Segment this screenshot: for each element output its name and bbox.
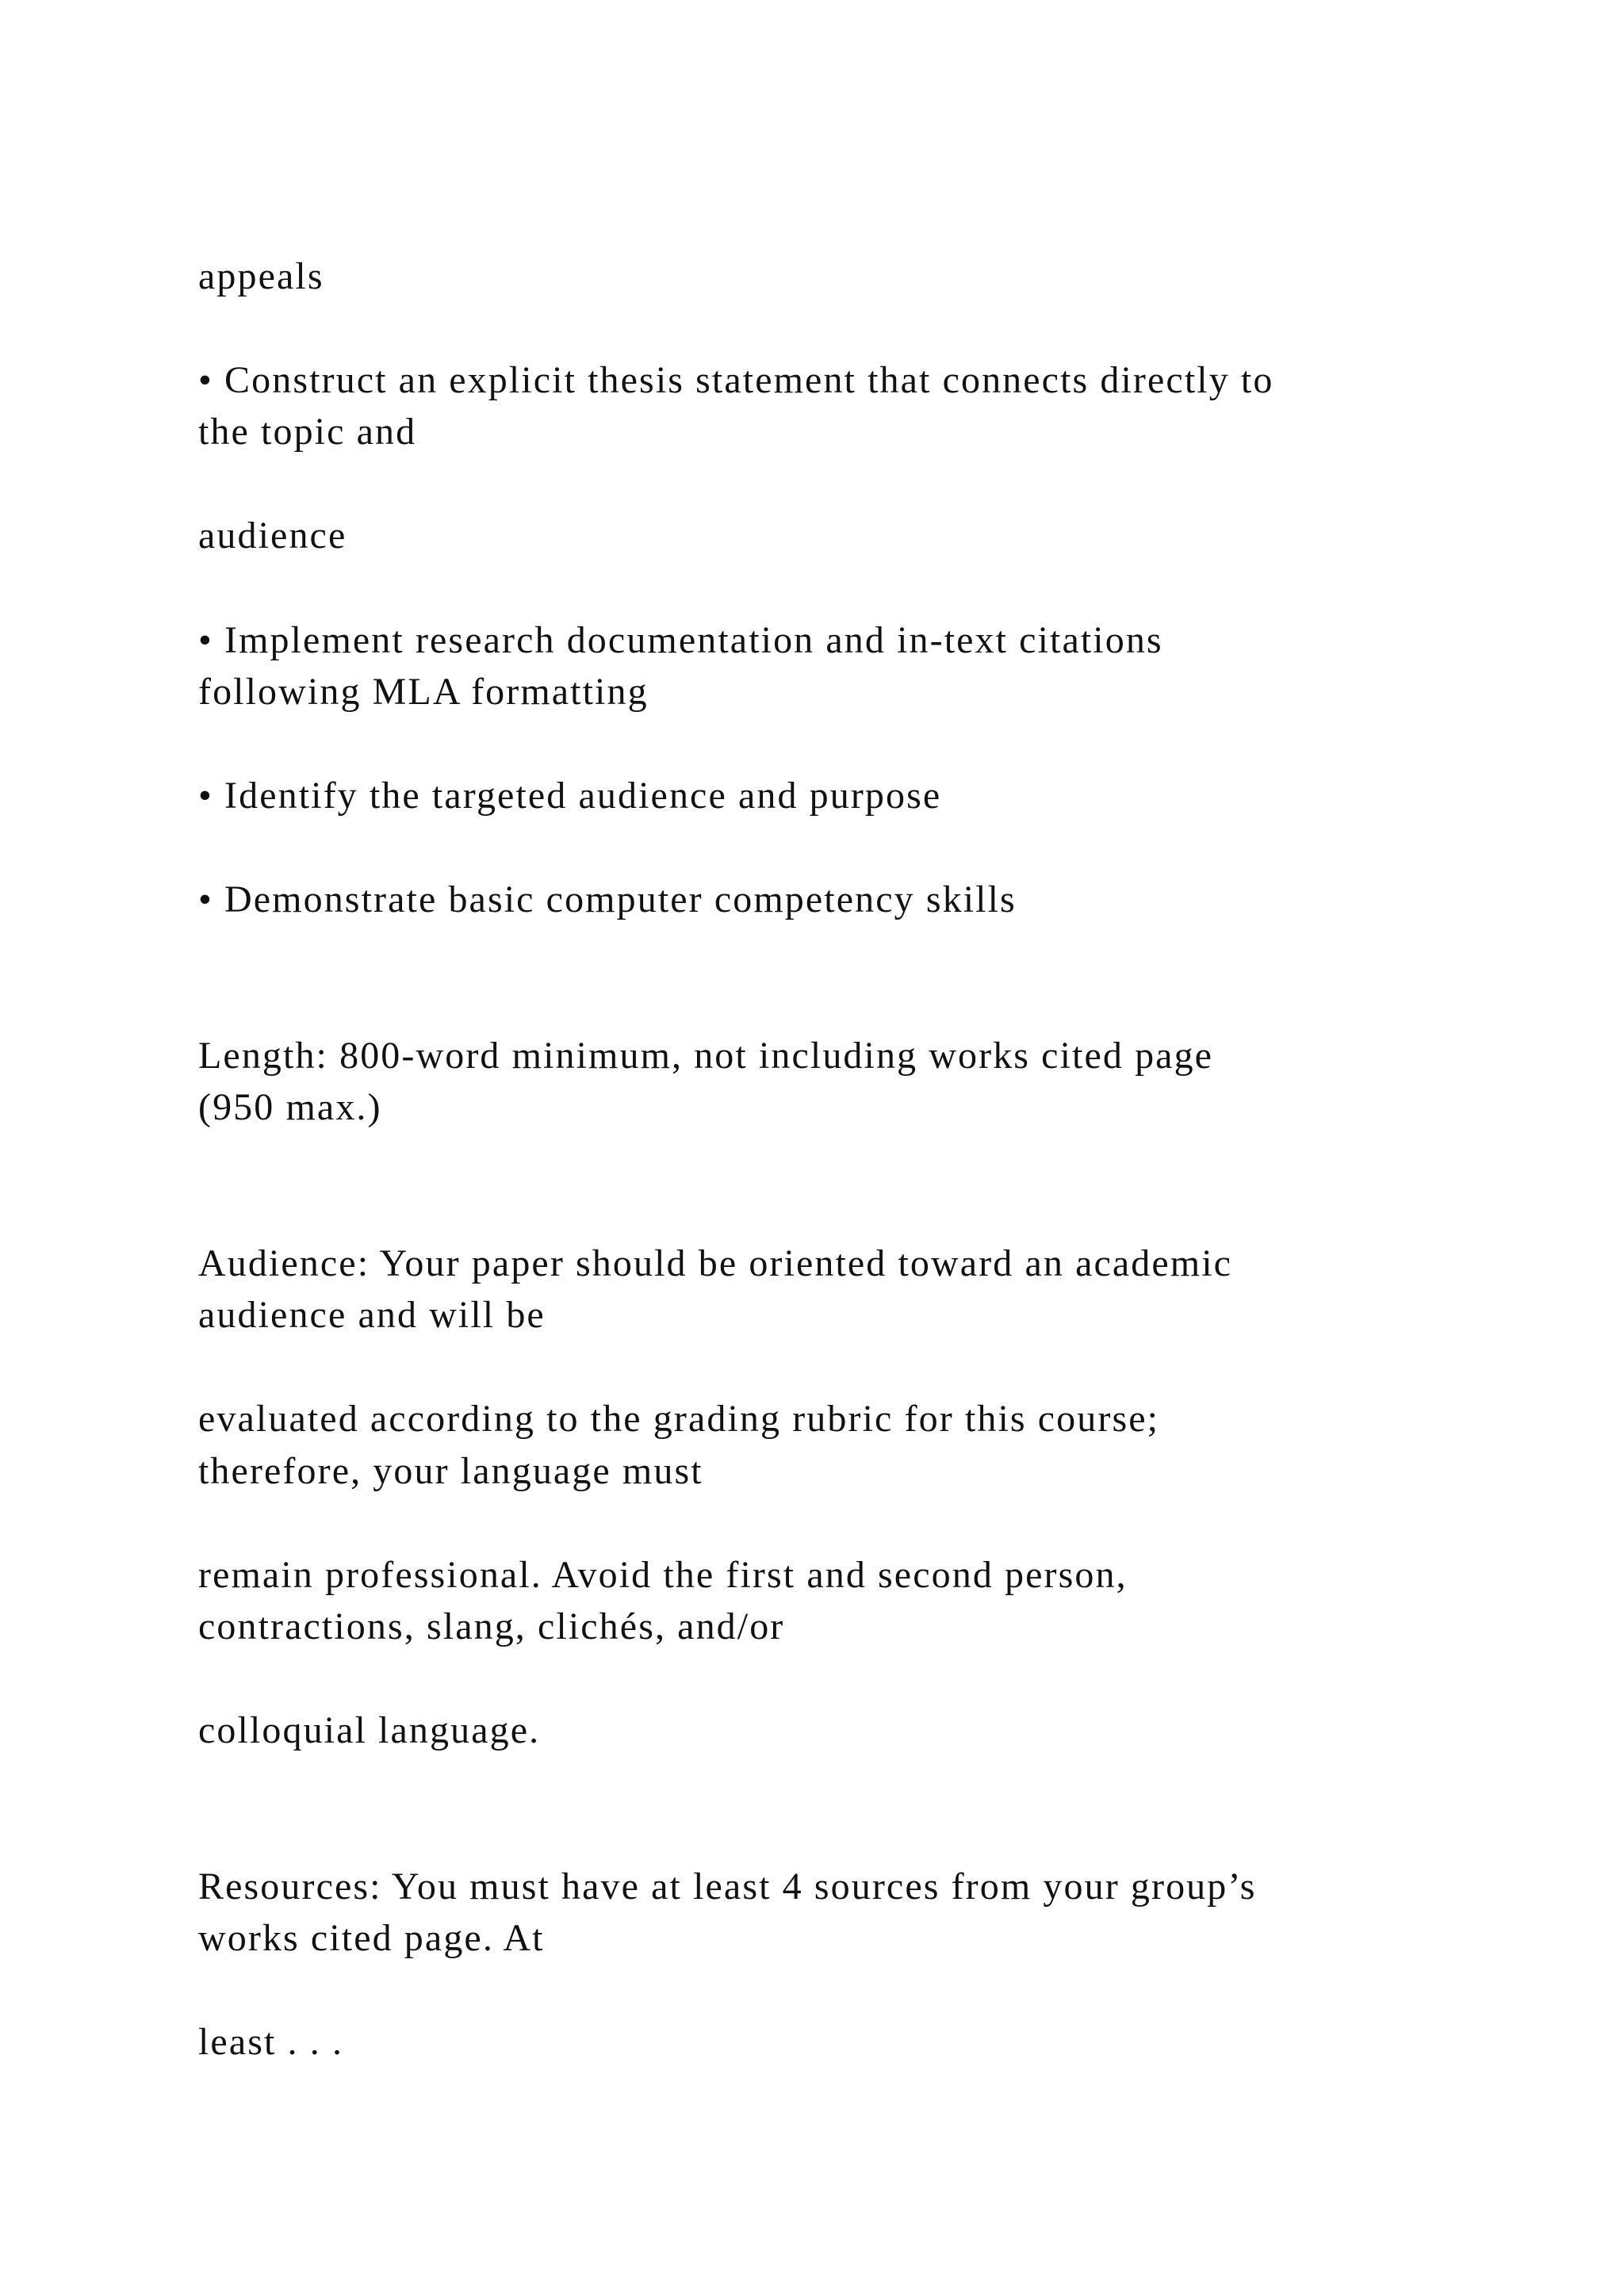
bullet-item: • Construct an explicit thesis statement that connects directly to: [198, 359, 1274, 401]
text-line: the topic and: [198, 411, 417, 453]
text-line: contractions, slang, clichés, and/or: [198, 1605, 785, 1647]
text-line: audience: [198, 515, 347, 557]
text-line: following MLA formatting: [198, 671, 649, 713]
text-line: evaluated according to the grading rubric for this course;: [198, 1398, 1160, 1440]
text-line: (950 max.): [198, 1086, 382, 1128]
resources-requirement: Resources: You must have at least 4 sources from your group’s: [198, 1866, 1257, 1908]
text-line: least . . .: [198, 2021, 344, 2063]
length-requirement: Length: 800-word minimum, not including works cited page: [198, 1035, 1214, 1077]
text-line: works cited page. At: [198, 1917, 545, 1959]
text-line: colloquial language.: [198, 1709, 541, 1751]
text-line: therefore, your language must: [198, 1450, 703, 1492]
text-line: audience and will be: [198, 1294, 546, 1336]
text-line: appeals: [198, 255, 324, 297]
bullet-item: • Identify the targeted audience and purpose: [198, 775, 942, 817]
bullet-item: • Implement research documentation and in-text citations: [198, 619, 1163, 661]
audience-requirement: Audience: Your paper should be oriented toward an academic: [198, 1242, 1233, 1284]
bullet-item: • Demonstrate basic computer competency skills: [198, 878, 1017, 920]
text-line: remain professional. Avoid the first and second person,: [198, 1554, 1128, 1596]
